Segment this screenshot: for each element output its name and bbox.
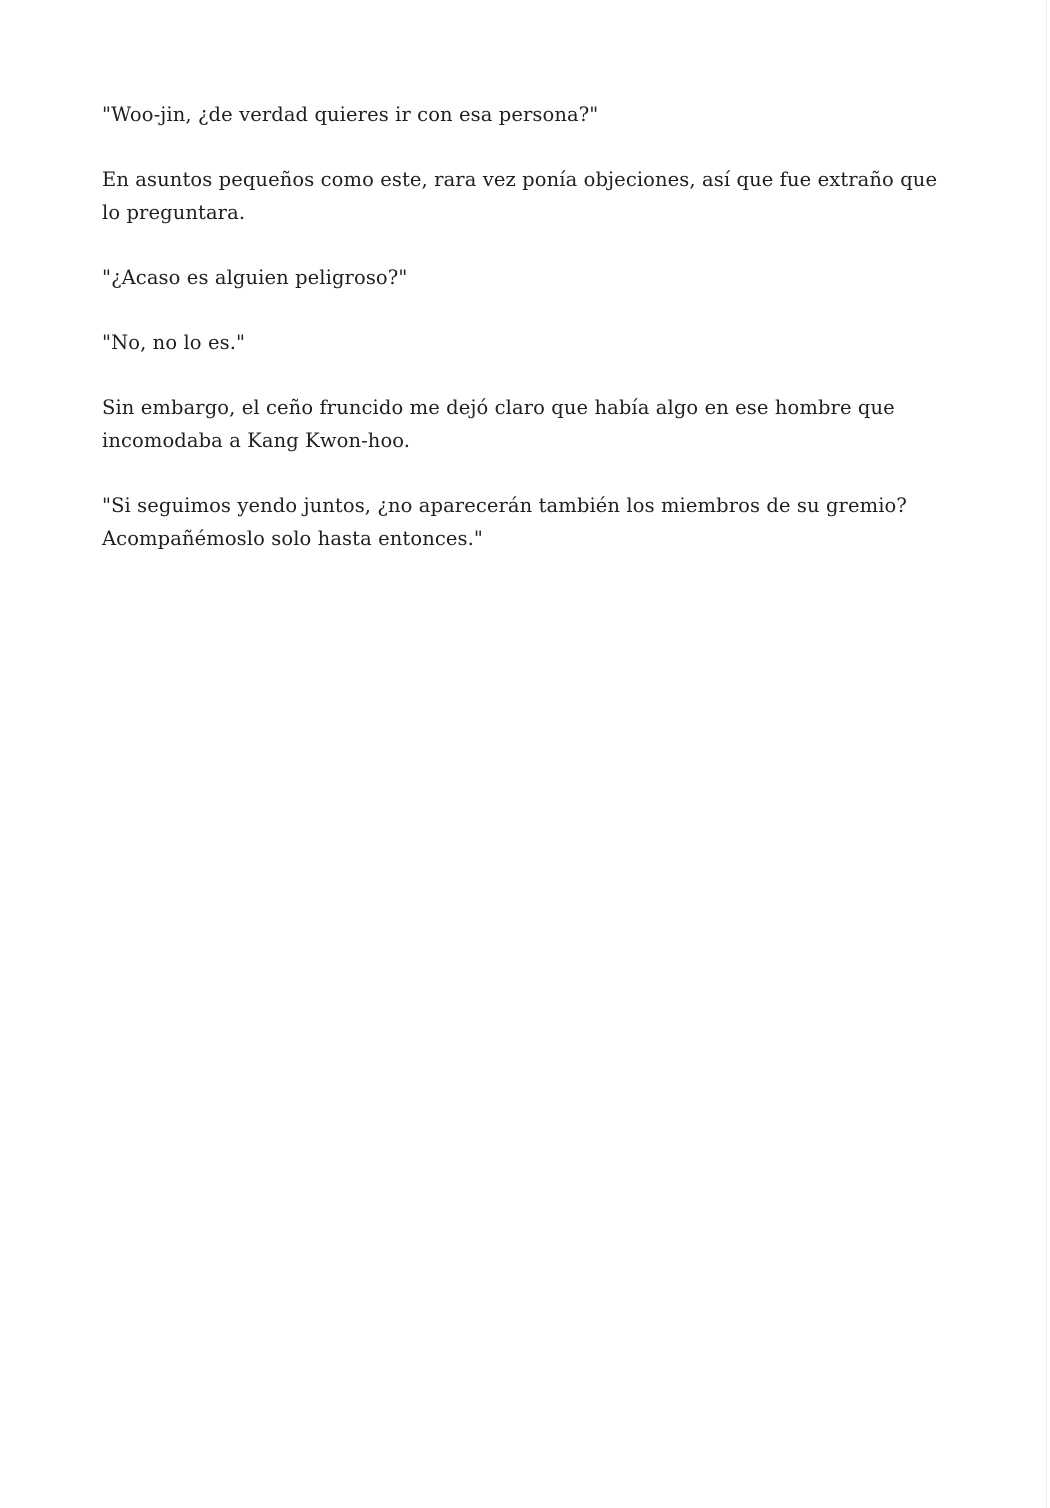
paragraph-1: "Woo-jin, ¿de verdad quieres ir con esa persona?" xyxy=(102,103,599,126)
paragraph-6: "Si seguimos yendo juntos, ¿no aparecerán también los miembros de su gremio? Acompañémoslo solo hasta entonces." xyxy=(102,494,907,550)
paragraph-3: "¿Acaso es alguien peligroso?" xyxy=(102,266,408,289)
paragraph-2: En asuntos pequeños como este, rara vez ponía objeciones, así que fue extraño que lo preguntara. xyxy=(102,168,938,224)
document-body xyxy=(102,98,942,587)
paragraph-4: "No, no lo es." xyxy=(102,331,246,354)
paragraph-5: Sin embargo, el ceño fruncido me dejó claro que había algo en ese hombre que incomodaba a Kang Kwon-hoo. xyxy=(102,396,895,452)
